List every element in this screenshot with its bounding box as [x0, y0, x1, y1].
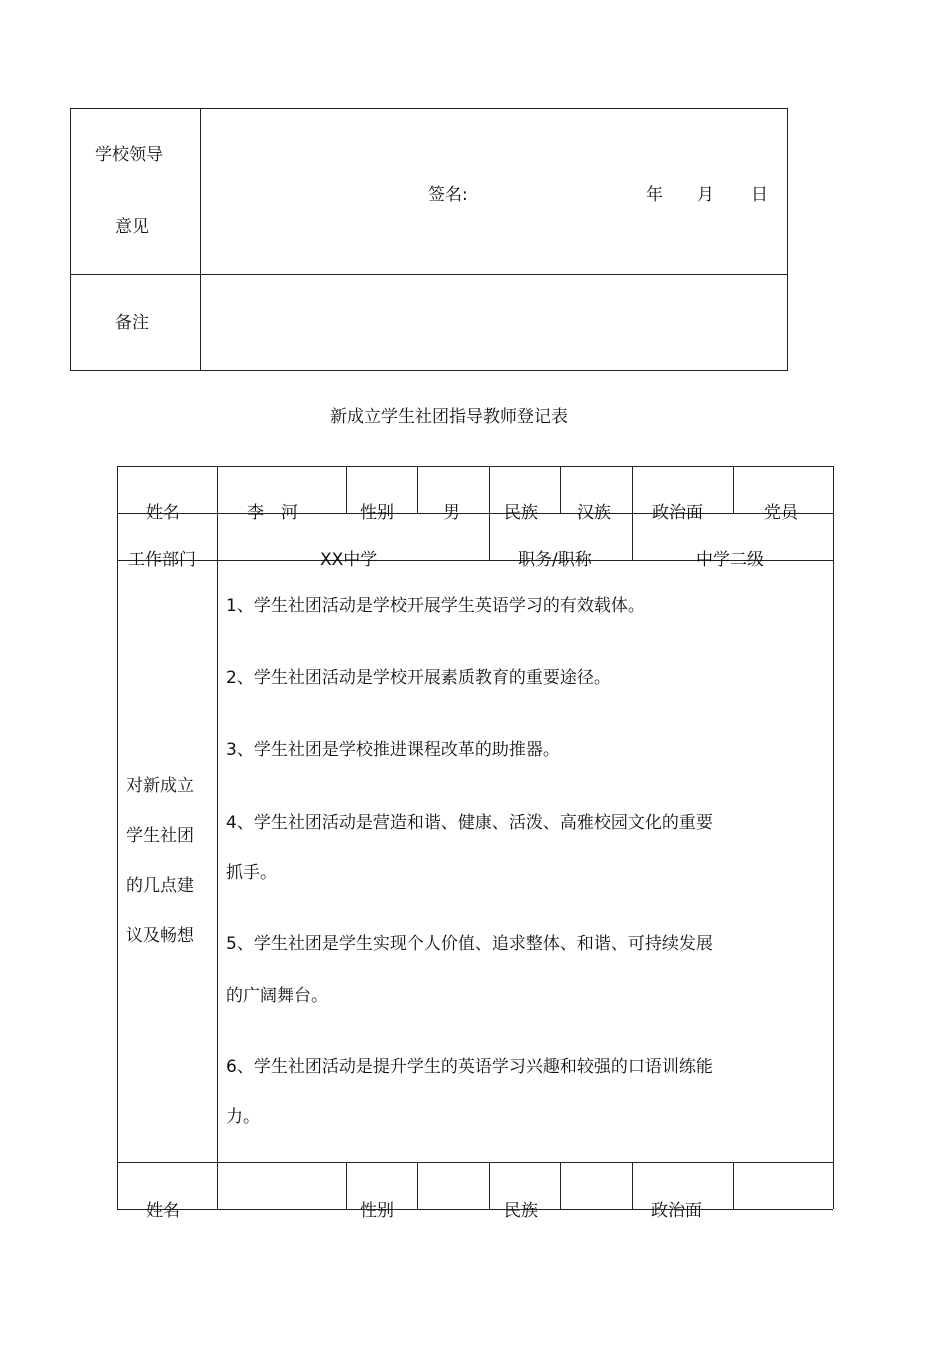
suggestion-line: 力。: [226, 1107, 260, 1127]
name-value: 李 河: [247, 503, 298, 523]
register-col-divider: [560, 466, 561, 513]
leader-table-divider-vertical: [200, 108, 201, 371]
political-label-2: 政治面: [651, 1201, 702, 1221]
register-col-divider: [346, 466, 347, 513]
register-col-divider: [217, 560, 218, 1162]
suggestion-line: 的广阔舞台。: [226, 986, 328, 1006]
political-value: 党员: [764, 503, 798, 523]
register-right-border: [833, 466, 834, 1209]
suggestion-line: 6、学生社团活动是提升学生的英语学习兴趣和较强的口语训练能: [226, 1057, 713, 1077]
suggestion-line: 4、学生社团活动是营造和谐、健康、活泼、高雅校园文化的重要: [226, 813, 713, 833]
register-col-divider: [632, 513, 633, 560]
register-col-divider: [489, 1162, 490, 1209]
gender-label: 性别: [360, 503, 394, 523]
register-col-divider: [417, 466, 418, 513]
gender-label-2: 性别: [360, 1201, 394, 1221]
suggestion-line: 3、学生社团是学校推进课程改革的助推器。: [226, 740, 560, 760]
suggestion-label-line: 的几点建: [126, 876, 194, 896]
name-label: 姓名: [146, 503, 180, 523]
register-col-divider: [632, 466, 633, 513]
remarks-label: 备注: [115, 313, 149, 333]
department-label: 工作部门: [128, 550, 196, 570]
register-left-border: [117, 466, 118, 1209]
day-label: 日: [751, 185, 768, 205]
suggestion-label-line: 议及畅想: [126, 926, 194, 946]
suggestion-line: 5、学生社团是学生实现个人价值、追求整体、和谐、可持续发展: [226, 934, 713, 954]
register-col-divider: [560, 1162, 561, 1209]
suggestion-line: 2、学生社团活动是学校开展素质教育的重要途径。: [226, 668, 611, 688]
register-col-divider: [417, 1162, 418, 1209]
ethnicity-label: 民族: [504, 503, 538, 523]
register-row3-bottom: [117, 1162, 833, 1163]
leader-opinion-label-line1: 学校领导: [95, 145, 163, 165]
position-value: 中学二级: [696, 550, 764, 570]
register-col-divider: [733, 466, 734, 513]
leader-opinion-table: [70, 108, 788, 371]
register-col-divider: [632, 1162, 633, 1209]
position-label: 职务/职称: [518, 550, 592, 570]
month-label: 月: [697, 185, 714, 205]
political-label: 政治面: [652, 503, 703, 523]
gender-value: 男: [443, 503, 460, 523]
ethnicity-label-2: 民族: [504, 1201, 538, 1221]
leader-table-divider-horizontal: [70, 274, 788, 275]
register-col-divider: [346, 1162, 347, 1209]
register-row1-bottom: [117, 513, 833, 514]
register-col-divider: [733, 1162, 734, 1209]
page-title: 新成立学生社团指导教师登记表: [330, 407, 568, 427]
ethnicity-value: 汉族: [577, 503, 611, 523]
register-col-divider: [217, 513, 218, 560]
year-label: 年: [646, 185, 663, 205]
suggestion-line: 抓手。: [226, 863, 277, 883]
register-col-divider: [489, 466, 490, 513]
register-col-divider: [489, 513, 490, 560]
register-bottom-border: [117, 1209, 833, 1210]
register-col-divider: [217, 466, 218, 513]
register-col-divider: [217, 1162, 218, 1209]
department-value: XX中学: [320, 550, 378, 570]
name-label-2: 姓名: [146, 1201, 180, 1221]
register-top-border: [117, 466, 833, 467]
suggestion-line: 1、学生社团活动是学校开展学生英语学习的有效载体。: [226, 596, 645, 616]
leader-opinion-label-line2: 意见: [115, 217, 149, 237]
suggestion-label-line: 对新成立: [126, 776, 194, 796]
signature-label: 签名:: [428, 185, 468, 205]
suggestion-label-line: 学生社团: [126, 826, 194, 846]
